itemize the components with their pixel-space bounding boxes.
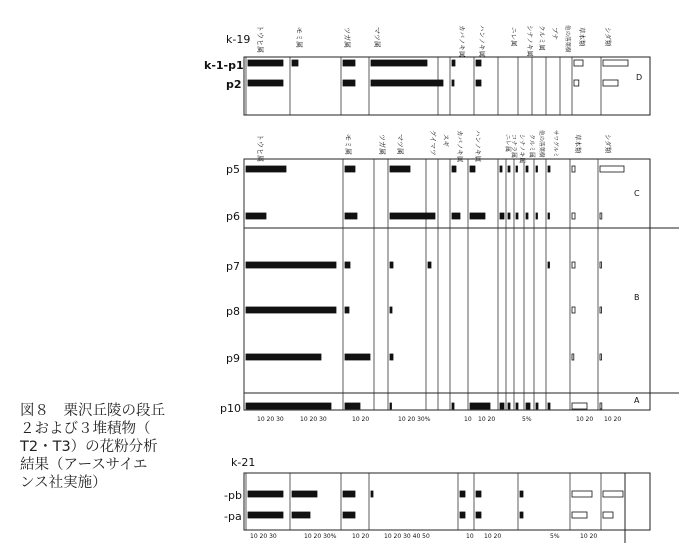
pollen-bar-1-3-3 [390,307,392,313]
taxon-header-guimatsu: グイマツ [429,130,437,156]
pollen-bar-1-0-6 [452,166,456,172]
pollen-bar-0-1-0 [248,80,283,86]
taxon-header-pine-main: マツ属 [396,134,404,155]
taxon-header-other-deciduous: 他の落葉樹 [564,25,570,53]
pollen-bar-2-0-3 [371,491,373,497]
axis-ticks-ferns: 10 20 [604,416,622,423]
caption-line-5: ンス社実施） [20,475,107,491]
pollen-bar-1-5-14 [572,403,587,409]
taxon-header-fir-main: モミ属 [344,134,352,155]
taxon-header-other-deciduous-main: 他の落葉樹 [538,130,544,158]
taxon-header-hemlock-main: ツガ属 [378,134,386,155]
panel-frame-main [244,159,650,410]
sample-label-k19-p1: k-1-p1 [204,59,244,72]
axis-ticks-spruce: 10 20 30 [257,416,284,423]
taxon-header-alder-main: ハンノキ属 [474,130,482,162]
pollen-bar-0-1-12 [574,80,579,86]
taxon-header-ferns: シダ類 [604,27,612,47]
sample-label-p6: p6 [226,210,240,223]
pollen-bar-2-0-0 [248,491,283,497]
pollen-bar-1-5-11 [526,403,530,409]
pollen-bar-1-0-3 [390,166,410,172]
pollen-bar-1-4-15 [600,354,602,360]
sample-label-pb: -pb [224,489,242,502]
pollen-bar-1-5-7 [470,403,490,409]
axis-ticks-k21-birch: 10 [466,533,474,540]
pollen-bar-1-2-3 [390,262,393,268]
caption-line-1: 図８ 栗沢丘陵の段丘 [20,403,165,419]
taxon-header-herbs-main: 草本類 [574,134,582,154]
pollen-bar-1-1-11 [526,213,528,219]
pollen-bar-1-1-7 [470,213,485,219]
pollen-bar-1-0-15 [600,166,624,172]
taxon-header-walnut: クルミ属 [538,25,546,51]
pollen-bar-0-1-3 [371,80,443,86]
taxon-header-walnut-main: クルミ属 [528,134,535,158]
axis-ticks-k21-spruce: 10 20 30 [250,533,277,540]
caption-line-2: ２および３堆積物（ [20,421,151,437]
pollen-bar-1-1-9 [508,213,510,219]
pollen-bar-1-5-15 [600,403,602,409]
pollen-bar-0-0-6 [476,60,481,66]
pollen-bar-1-1-1 [345,213,357,219]
axis-ticks-k21-pine: 10 20 30% [304,533,337,540]
pollen-bar-1-2-4 [428,262,431,268]
sample-label-p5: p5 [226,163,240,176]
pollen-bar-1-1-10 [516,213,518,219]
pollen-bar-1-5-8 [500,403,504,409]
pollen-bar-1-3-14 [572,307,575,313]
pollen-bar-1-1-13 [548,213,550,219]
pollen-bar-1-1-6 [452,213,460,219]
pollen-bar-1-5-12 [536,403,538,409]
pollen-bar-0-1-5 [452,80,454,86]
pollen-bar-1-4-3 [390,354,393,360]
panel-frame-k21 [244,473,650,530]
axis-ticks-alder: 10 20 [478,416,496,423]
sample-label-p9: p9 [226,352,240,365]
pollen-bar-1-2-14 [572,262,575,268]
caption-line-4: 結果（アースサイエ [20,457,148,473]
pollen-bar-2-0-4 [460,491,465,497]
panel-title-k19: k-19 [226,33,251,46]
pollen-bar-1-0-7 [470,166,475,172]
pollen-bar-2-1-6 [520,512,523,518]
taxon-header-pine: マツ属 [373,27,381,48]
taxon-header-herbs: 草本類 [578,27,586,47]
axis-ticks-k21-alder: 10 20 [484,533,502,540]
pollen-bar-1-5-3 [390,403,392,409]
pollen-bar-0-0-12 [574,60,583,66]
pollen-bar-0-1-6 [476,80,481,86]
zone-label-d: D [636,73,643,82]
panel-k19 [204,25,650,115]
pollen-bar-1-0-14 [572,166,575,172]
pollen-bar-2-0-6 [520,491,523,497]
pollen-bar-2-1-2 [343,512,355,518]
taxon-header-ferns-main: シダ類 [604,134,612,154]
pollen-bar-1-3-0 [246,307,336,313]
pollen-bar-1-2-13 [548,262,550,268]
sample-label-p7: p7 [226,260,240,273]
taxon-header-linden: シナノキ属 [526,25,534,57]
axis-ticks-herbs: 10 20 [576,416,594,423]
axis-ticks-k21-pct: 5% [550,533,560,540]
taxon-header-birch-main: カバノキ属 [456,130,464,163]
pollen-bar-2-0-7 [572,491,592,497]
pollen-bar-0-0-13 [603,60,628,66]
panel-k21 [224,456,650,543]
panel-title-k21: k-21 [231,456,256,469]
taxon-header-alder: ハンノキ属 [478,25,486,57]
panel-frame-k19 [244,57,650,115]
pollen-bar-1-5-9 [508,403,510,409]
taxon-header-oak: コナラ属 [510,134,517,159]
pollen-bar-2-0-8 [603,491,623,497]
pollen-bar-2-1-4 [460,512,465,518]
main-marks [244,159,624,410]
taxon-header-buna: ブナ [551,27,559,40]
taxon-header-birch: カバノキ属 [458,25,466,58]
pollen-bar-0-1-2 [343,80,355,86]
pollen-bar-2-1-1 [292,512,310,518]
axis-ticks-pct: 5% [522,416,532,423]
k19-marks [246,57,628,115]
pollen-bar-1-0-13 [548,166,550,172]
pollen-bar-2-1-0 [248,512,283,518]
axis-ticks-pine: 10 20 30% [398,416,431,423]
sample-label-pa: -pa [224,510,242,523]
zone-label-b: B [634,293,640,302]
panel-main [220,130,679,423]
pollen-bar-0-0-0 [248,60,283,66]
pollen-bar-1-2-1 [345,262,350,268]
zone-label-a: A [634,396,640,405]
axis-ticks-k21-herbs: 10 20 [580,533,598,540]
pollen-bar-1-0-8 [500,166,502,172]
pollen-bar-1-5-1 [345,403,360,409]
axis-ticks-fir: 10 20 30 [300,416,327,423]
axis-ticks-k21-mid: 10 20 30 40 50 [384,533,430,540]
pollen-bar-1-1-0 [246,213,266,219]
taxon-header-spruce-main: トウヒ属 [256,134,264,162]
pollen-bar-1-0-11 [526,166,528,172]
pollen-bar-0-1-13 [603,80,618,86]
pollen-bar-2-0-2 [343,491,355,497]
taxon-header-spruce: トウヒ属 [256,25,264,53]
sample-label-p8: p8 [226,305,240,318]
sample-label-k19-p2: p2 [226,78,242,91]
taxon-header-elm-main: ニレ属 [504,134,511,153]
pollen-bar-1-1-15 [600,213,602,219]
pollen-bar-0-0-2 [343,60,355,66]
axis-ticks-k21-hemlock: 10 20 [352,533,370,540]
pollen-bar-1-0-1 [345,166,355,172]
pollen-bar-1-3-1 [345,307,349,313]
taxon-header-fir: モミ属 [295,27,303,48]
axis-ticks-birch: 10 [464,416,472,423]
axis-ticks-hemlock: 10 20 [352,416,370,423]
pollen-bar-2-1-7 [572,512,587,518]
pollen-bar-1-0-9 [508,166,510,172]
pollen-bar-1-0-0 [246,166,286,172]
pollen-bar-0-0-5 [452,60,455,66]
caption-line-3: T2・T3）の花粉分析 [20,439,158,455]
pollen-bar-1-4-0 [246,354,321,360]
pollen-bar-1-2-15 [600,262,602,268]
pollen-bar-1-0-12 [536,166,538,172]
pollen-bar-1-5-6 [452,403,454,409]
pollen-bar-1-5-10 [516,403,518,409]
pollen-bar-0-0-3 [371,60,427,66]
pollen-bar-1-5-13 [548,403,550,409]
zone-label-c: C [634,189,640,198]
k21-marks [246,473,623,530]
taxon-header-elm: ニレ属 [510,27,518,47]
taxon-header-hemlock: ツガ属 [343,27,351,48]
pollen-bar-1-1-14 [572,213,575,219]
taxon-header-sawagurumi: サワグルミ [552,130,558,158]
figure-caption [20,402,198,492]
pollen-bar-1-5-0 [246,403,331,409]
pollen-bar-1-0-10 [516,166,518,172]
pollen-bar-2-1-5 [476,512,481,518]
pollen-bar-2-0-5 [476,491,481,497]
taxon-header-linden-main: シナノキ属 [518,134,525,164]
pollen-bar-1-1-3 [390,213,435,219]
sample-label-p10: p10 [220,402,241,415]
pollen-bar-1-2-0 [246,262,336,268]
pollen-bar-1-4-14 [572,354,574,360]
pollen-bar-1-3-15 [600,307,602,313]
pollen-bar-0-0-1 [292,60,298,66]
pollen-bar-1-4-1 [345,354,370,360]
pollen-bar-2-0-1 [292,491,317,497]
pollen-bar-2-1-8 [603,512,613,518]
pollen-bar-1-1-12 [536,213,538,219]
taxon-header-sugi: スギ [442,134,450,147]
pollen-bar-1-1-8 [500,213,504,219]
